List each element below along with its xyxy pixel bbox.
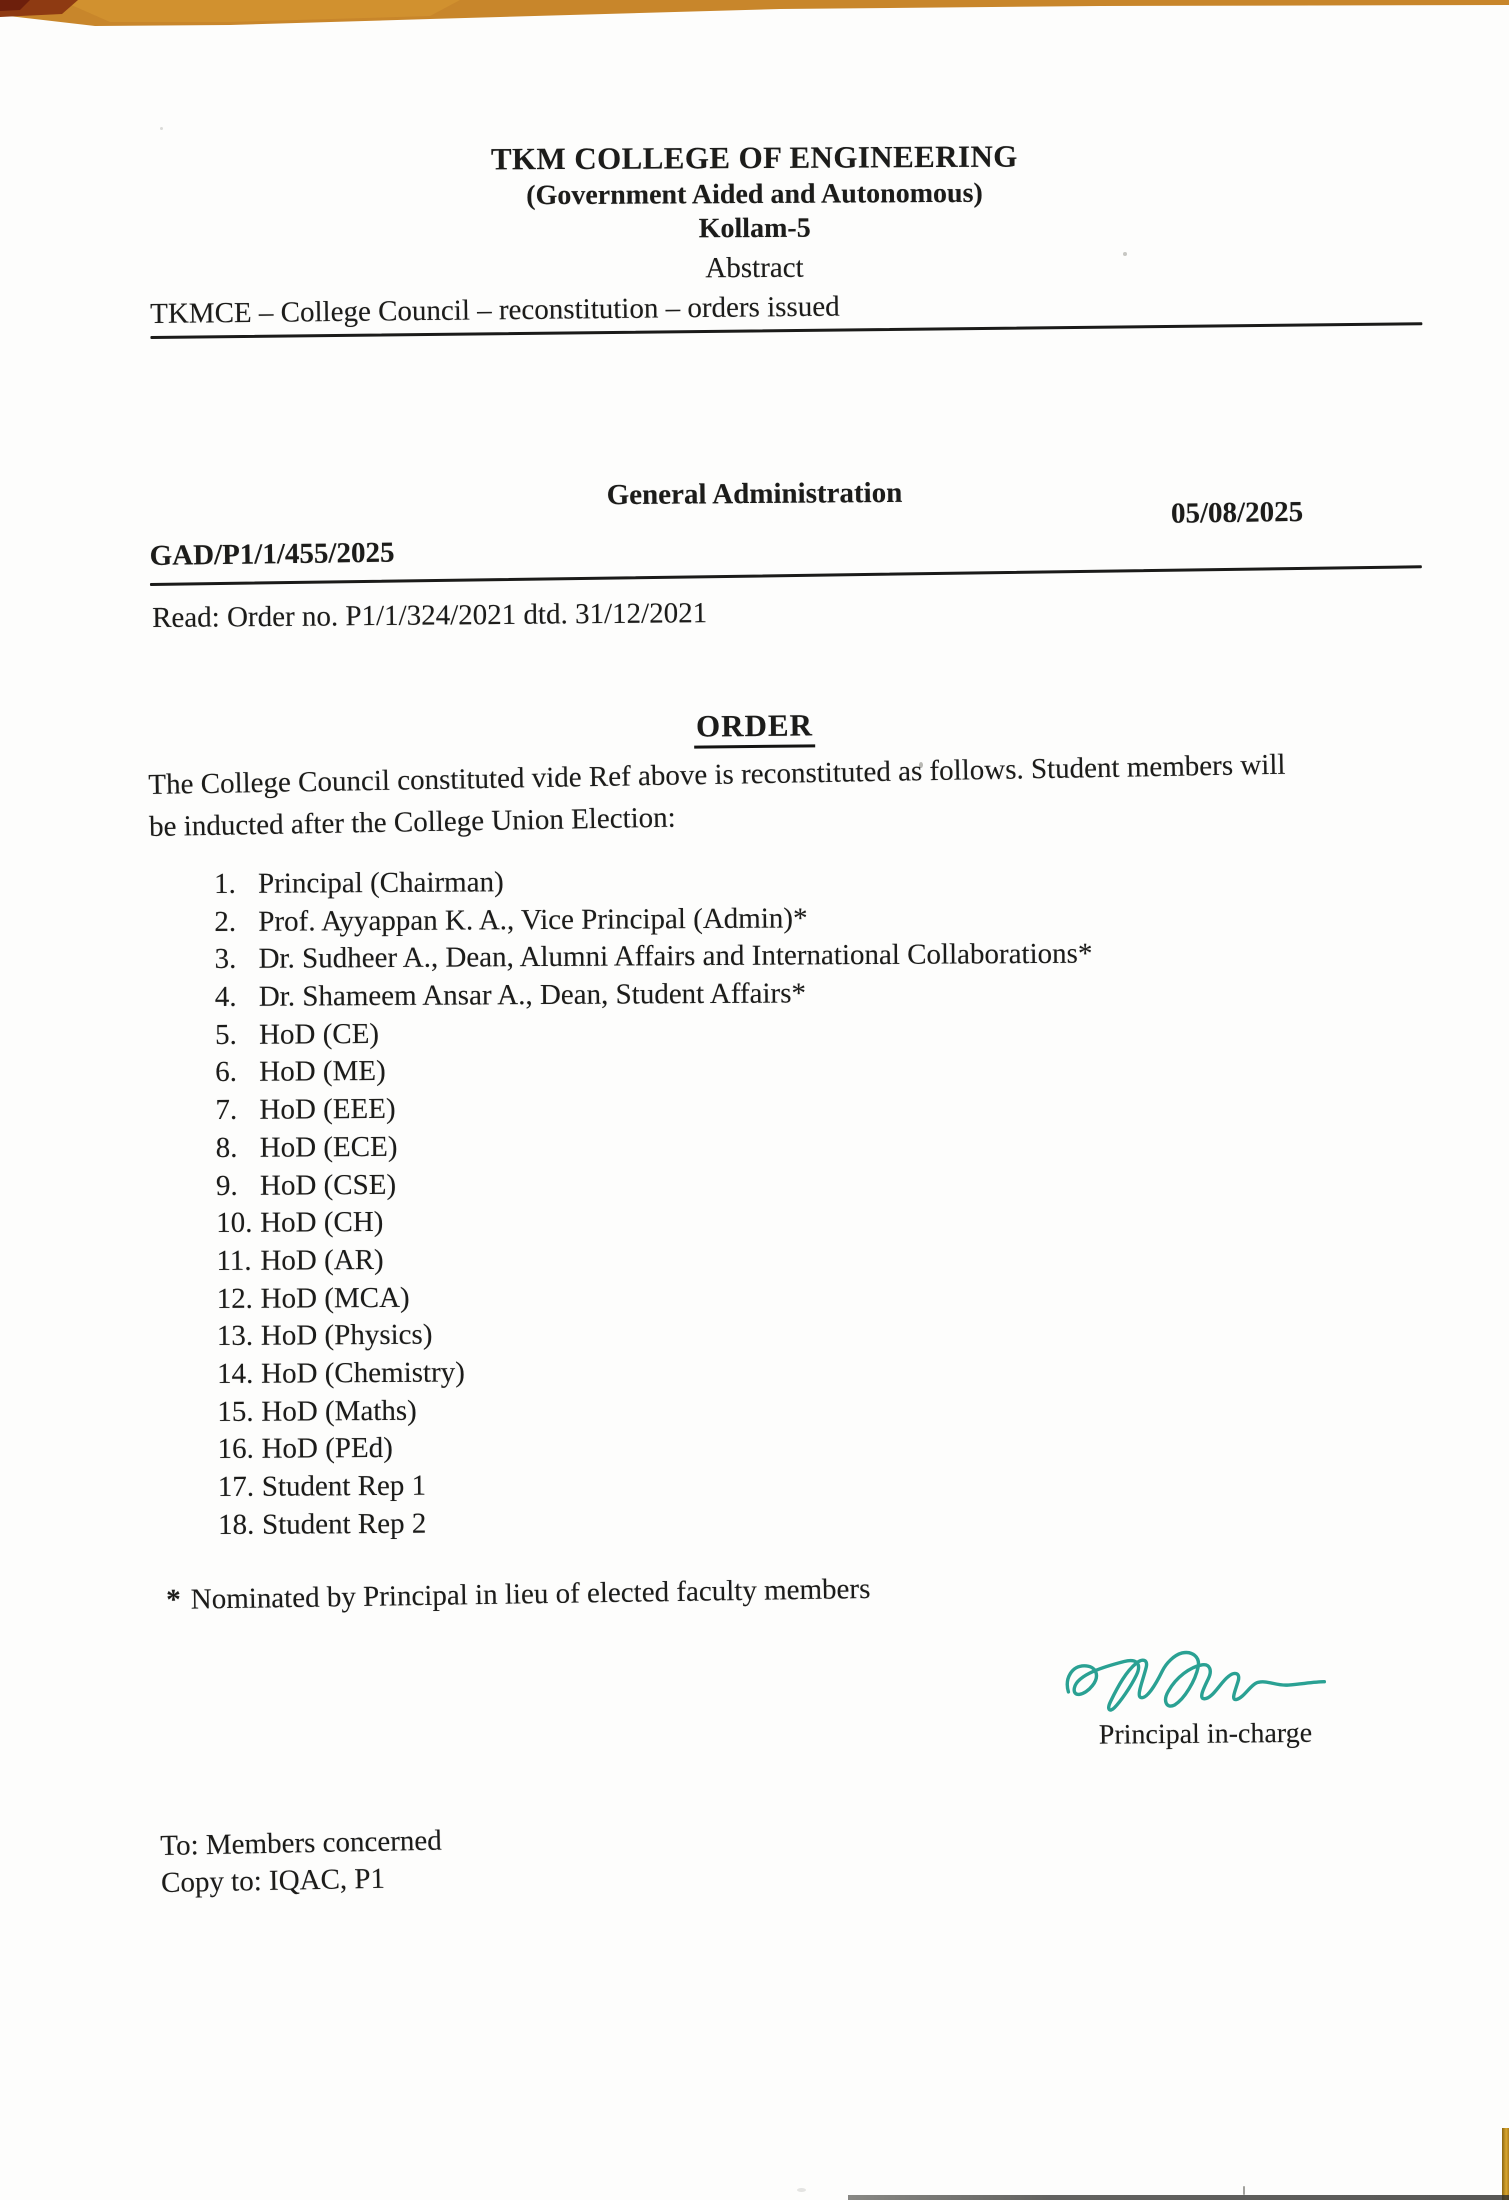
order-paragraph-line: The College Council constituted vide Ref above is reconstituted as follows. Student members will	[148, 748, 1286, 801]
member-number: 2.	[214, 905, 237, 938]
list-item	[217, 1428, 1095, 1471]
order-paragraph-line: be inducted after the College Union Election:	[148, 801, 676, 843]
abstract-line-block	[150, 284, 1422, 339]
member-number: 16.	[217, 1433, 254, 1466]
list-item	[215, 1089, 1093, 1132]
abstract-heading: Abstract	[705, 251, 804, 285]
college-subtitle: (Government Aided and Autonomous)	[526, 177, 983, 212]
scan-speck	[797, 2188, 806, 2192]
order-ref-number: GAD/P1/1/455/2025	[149, 536, 395, 573]
department-heading: General Administration	[606, 476, 903, 512]
member-number: 4.	[214, 980, 237, 1014]
member-label: Dr. Sudheer A., Dean, Alumni Affairs and International Collaborations*	[258, 938, 1093, 976]
member-label: HoD (EEE)	[259, 1093, 396, 1126]
member-number: 8.	[215, 1131, 238, 1164]
list-item	[214, 938, 1092, 981]
member-label: HoD (CE)	[258, 1017, 380, 1051]
council-member-list	[214, 863, 1096, 1547]
member-label: HoD (Chemistry)	[260, 1356, 465, 1390]
member-number: 13.	[216, 1320, 254, 1353]
signature-ink-scribble	[1062, 1642, 1348, 1720]
member-number: 3.	[214, 943, 237, 976]
signature-block	[1062, 1641, 1363, 1752]
footnote-asterisk: *	[166, 1583, 182, 1616]
signatory-designation: Principal in-charge	[1098, 1717, 1313, 1751]
member-number: 5.	[214, 1018, 237, 1051]
scan-right-edge-artifact	[1502, 2128, 1509, 2200]
reference-row	[149, 495, 1422, 586]
member-label: Student Rep 2	[261, 1507, 427, 1541]
letterhead	[0, 136, 1509, 249]
member-label: Prof. Ayyappan K. A., Vice Principal (Admin)*	[258, 902, 808, 938]
list-item	[216, 1202, 1094, 1245]
list-item	[215, 1013, 1093, 1056]
scan-speck	[160, 127, 163, 130]
member-number: 9.	[215, 1169, 238, 1202]
member-label: Student Rep 1	[261, 1469, 427, 1503]
member-number: 12.	[216, 1282, 253, 1315]
list-item	[217, 1353, 1095, 1396]
member-label: HoD (ECE)	[259, 1130, 398, 1164]
member-label: HoD (AR)	[260, 1243, 384, 1277]
list-item	[217, 1315, 1095, 1358]
member-label: HoD (Physics)	[260, 1318, 433, 1352]
member-number: 1.	[214, 867, 236, 900]
read-reference-line: Read: Order no. P1/1/324/2021 dtd. 31/12/2021	[152, 597, 708, 634]
list-item	[215, 976, 1093, 1019]
scan-bottom-edge-artifact	[848, 2195, 1509, 2200]
list-item	[216, 1164, 1094, 1207]
footnote-text: Nominated by Principal in lieu of elected faculty members	[190, 1572, 871, 1616]
member-label: HoD (Maths)	[261, 1394, 417, 1428]
list-item	[217, 1390, 1095, 1433]
order-paragraph	[148, 741, 1424, 848]
member-number: 15.	[217, 1395, 254, 1428]
member-number: 17.	[217, 1470, 255, 1503]
member-label: HoD (ME)	[259, 1055, 386, 1089]
footnote	[166, 1573, 871, 1617]
member-number: 11.	[216, 1244, 252, 1277]
list-item	[217, 1277, 1095, 1320]
scan-top-edge-artifact	[0, 0, 1509, 34]
member-label: HoD (CSE)	[259, 1168, 397, 1202]
list-item	[214, 863, 1092, 906]
abstract-line: TKMCE – College Council – reconstitution – orders issued	[150, 290, 840, 330]
member-label: HoD (MCA)	[260, 1281, 410, 1315]
scan-speck	[1243, 2186, 1245, 2195]
footer-copy-line: Copy to: IQAC, P1	[160, 1862, 386, 1899]
member-label: HoD (PEd)	[261, 1432, 393, 1466]
member-label: Dr. Shameem Ansar A., Dean, Student Affairs*	[258, 977, 807, 1013]
member-number: 18.	[217, 1508, 255, 1541]
order-date: 05/08/2025	[1170, 495, 1304, 530]
member-number: 7.	[215, 1093, 238, 1127]
distribution-footer	[160, 1823, 443, 1902]
college-name: TKM COLLEGE OF ENGINEERING	[490, 138, 1018, 177]
member-number: 6.	[215, 1056, 238, 1089]
footer-to-line: To: Members concerned	[160, 1824, 443, 1862]
member-label: HoD (CH)	[260, 1206, 384, 1239]
order-heading-text: ORDER	[694, 707, 815, 748]
member-label: Principal (Chairman)	[257, 866, 504, 900]
list-item	[214, 900, 1092, 943]
member-number: 14.	[216, 1357, 254, 1390]
list-item	[216, 1240, 1094, 1283]
college-location: Kollam-5	[698, 212, 811, 245]
list-item	[218, 1503, 1096, 1546]
member-number: 10.	[216, 1206, 253, 1240]
list-item	[218, 1466, 1096, 1509]
list-item	[215, 1051, 1093, 1094]
list-item	[216, 1126, 1094, 1169]
